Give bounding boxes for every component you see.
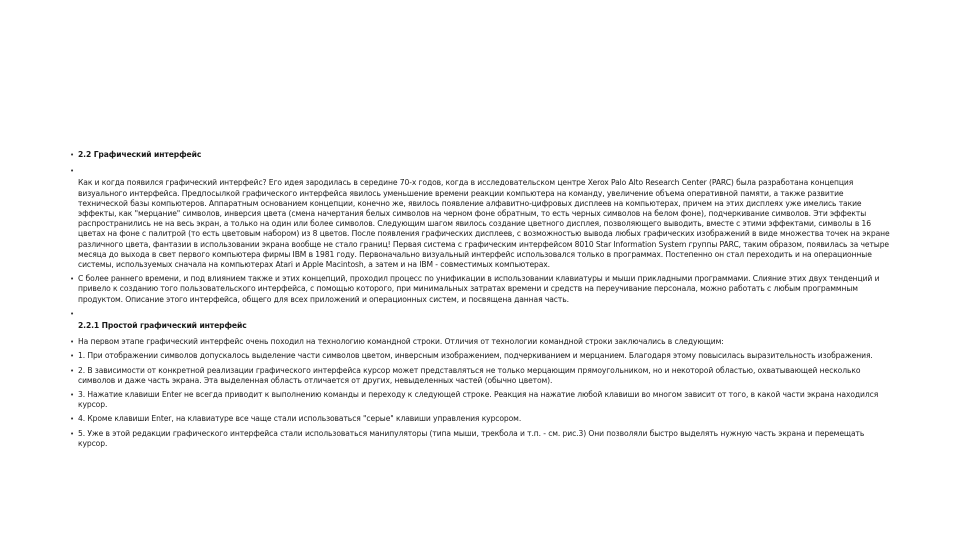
bullet-icon: • bbox=[70, 275, 75, 284]
paragraph-row bbox=[70, 337, 890, 347]
bullet-icon: • bbox=[70, 151, 75, 159]
list-item bbox=[70, 390, 890, 410]
bullet-icon: • bbox=[70, 366, 75, 375]
subsection-title: 2.2.1 Простой графический интерфейс bbox=[78, 321, 247, 331]
paragraph-history: Как и когда появился графический интерфейс? Его идея зародилась в середине 70-х годов, когда в исследовательском центре Xerox Palo Alto Research Center (PARC) была разработана концепция визуального интерфейса. Предпосылкой графического интерфейса явилось уменьшение времени реакции компьютера на команду, увеличение объема оперативной памяти, а также развитие технической базы компьютеров. Аппаратным основанием концепции, конечно же, явилось появление алфавитно-цифровых дисплеев на компьютерах, причем на этих дисплеях уже имелись такие эффекты, как "мерцание" символов, инверсия цвета (смена начертания белых символов на черном фоне обратным, то есть черных символов на белом фоне), подчеркивание символов. Эти эффекты распространились не на весь экран, а только на один или более символов. Следующим шагом явилось создание цветного дисплея, позволяющего выводить, вместе с этими эффектами, символы в 16 цветах на фоне с палитрой (то есть цветовым набором) из 8 цветов. После появления графических дисплеев, с возможностью вывода любых графических изображений в виде множества точек на экране различного цвета, фантазии в использовании экрана вообще не стало границ! Первая система с графическим интерфейсом 8010 Star Information System группы PARC, таким образом, появилась за четыре месяца до выхода в свет первого компьютера фирмы IBM в 1981 году. Первоначально визуальный интерфейс использовался только в программах. Постепенно он стал переходить и на операционные системы, используемых сначала на компьютерах Atari и Apple Macintosh, а затем и на IBM - совместимых компьютерах. bbox=[78, 178, 892, 270]
bullet-icon: • bbox=[70, 391, 75, 400]
paragraph-row bbox=[70, 178, 890, 270]
list-item bbox=[70, 366, 890, 386]
list-item bbox=[70, 351, 890, 361]
list-item-text: 4. Кроме клавиши Enter, на клавиатуре все чаще стали использоваться "серые" клавиши управления курсором. bbox=[78, 414, 522, 424]
list-item-text: 5. Уже в этой редакции графического интерфейса стали использоваться манипуляторы (типа мыши, трекбола и т.п. - см. рис.3) Они позволяли быстро выделять нужную часть экрана и перемещать курсор. bbox=[78, 428, 867, 448]
paragraph-unification: С более раннего времени, и под влиянием также и этих концепций, проходил процесс по унификации в использовании клавиатуры и мыши прикладными программами. Слияние этих двух тенденций и привело к созданию того пользовательского интерфейса, с помощью которого, при минимальных затратах времени и средств на переучивание персонала, можно работать с любым программным продуктом. Описание этого интерфейса, общего для всех приложений и операционных систем, и посвящена данная часть. bbox=[78, 274, 882, 304]
bullet-icon: • bbox=[70, 352, 75, 361]
subsection-title-row bbox=[70, 321, 890, 331]
section-title-row bbox=[70, 150, 890, 160]
empty-bullet-row bbox=[70, 309, 890, 319]
bullet-icon: • bbox=[70, 415, 75, 424]
list-item bbox=[70, 414, 890, 424]
list-item-text: 1. При отображении символов допускалось выделение части символов цветом, инверсным изображением, подчеркиванием и мерцанием. Благодаря этому повысилась выразительность изображения. bbox=[78, 351, 873, 361]
paragraph-intro: На первом этапе графический интерфейс очень походил на технологию командной строки. Отличия от технологии командной строки заключались в следующим: bbox=[78, 337, 724, 347]
list-item-text: 3. Нажатие клавиши Enter не всегда приводит к выполнению команды и переходу к следующей строке. Реакция на нажатие любой клавиши во многом зависит от того, в какой части экрана находился курсор. bbox=[78, 390, 881, 410]
list-item bbox=[70, 429, 890, 449]
list-item-text: 2. В зависимости от конкретной реализации графического интерфейса курсор может представляться не только мерцающим прямоугольником, но и некоторой областью, охватывающей несколько символов и даже часть экрана. Эта выделенная область отличается от других, невыделенных частей (обычно цветом). bbox=[78, 365, 863, 385]
bullet-icon: • bbox=[70, 309, 75, 318]
section-title: 2.2 Графический интерфейс bbox=[78, 150, 202, 159]
slide-content bbox=[70, 150, 890, 453]
empty-bullet-row bbox=[70, 166, 890, 176]
bullet-icon: • bbox=[70, 167, 75, 176]
paragraph-row bbox=[70, 274, 890, 305]
bullet-icon: • bbox=[70, 429, 75, 438]
bullet-icon: • bbox=[70, 338, 75, 347]
